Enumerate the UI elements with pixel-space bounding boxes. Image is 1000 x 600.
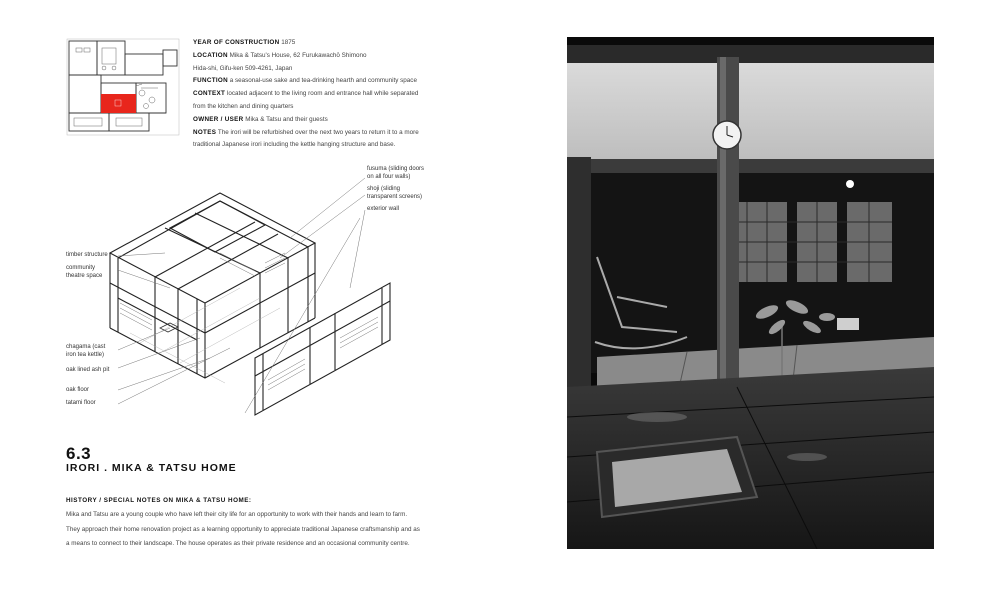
label-fusuma: fusuma (sliding doors on all four walls) <box>367 166 425 180</box>
floor-plan <box>66 38 180 136</box>
label-timber-structure: timber structure <box>66 252 108 258</box>
info-year: YEAR OF CONSTRUCTION 1875 <box>193 39 296 46</box>
history-body: Mika and Tatsu are a young couple who have left their city life for an opportunity to work with their hands and learn to farm. They approach their home renovation project as a learning opportunity to appreciate traditional Japanese craftsmanship and as a means to connect to their landscape. The house operates as their private residence and an occasional community centre. <box>66 511 420 547</box>
info-function: FUNCTION a seasonal-use sake and tea-drinking hearth and community space <box>193 77 417 85</box>
photo-illustration <box>567 37 934 549</box>
info-context: CONTEXT located adjacent to the living room and entrance hall while separated <box>193 90 419 98</box>
label-tatami-floor: tatami floor <box>66 400 96 406</box>
history-heading: HISTORY / SPECIAL NOTES ON MIKA & TATSU HOME: <box>66 497 252 504</box>
section-number: 6.3 <box>66 444 92 463</box>
info-owner: OWNER / USER Mika & Tatsu and their guests <box>193 115 328 123</box>
label-ash-pit: oak lined ash pit <box>66 367 110 373</box>
info-context-line2: from the kitchen and dining quarters <box>193 102 294 110</box>
project-info <box>193 37 453 152</box>
info-notes-line2: traditional Japanese irori including the kettle hanging structure and base. <box>193 141 396 149</box>
label-exterior-wall: exterior wall <box>367 206 400 212</box>
interior-photo <box>567 37 934 549</box>
info-location: LOCATION Mika & Tatsu's House, 62 Furukawachō Shimono <box>193 51 367 59</box>
info-notes: NOTES The irori will be refurbished over the next two years to return it to a more <box>193 128 419 136</box>
label-shoji: shoji (sliding transparent screens) <box>367 186 423 200</box>
label-chagama: chagama (cast iron tea kettle) <box>66 344 106 358</box>
label-oak-floor: oak floor <box>66 387 90 393</box>
label-community: community theatre space <box>66 265 103 279</box>
info-location-line2: Hida-shi, Gifu-ken 509-4261, Japan <box>193 64 293 72</box>
irori-highlight <box>101 94 136 113</box>
section-title: IRORI . MIKA & TATSU HOME <box>66 462 237 474</box>
